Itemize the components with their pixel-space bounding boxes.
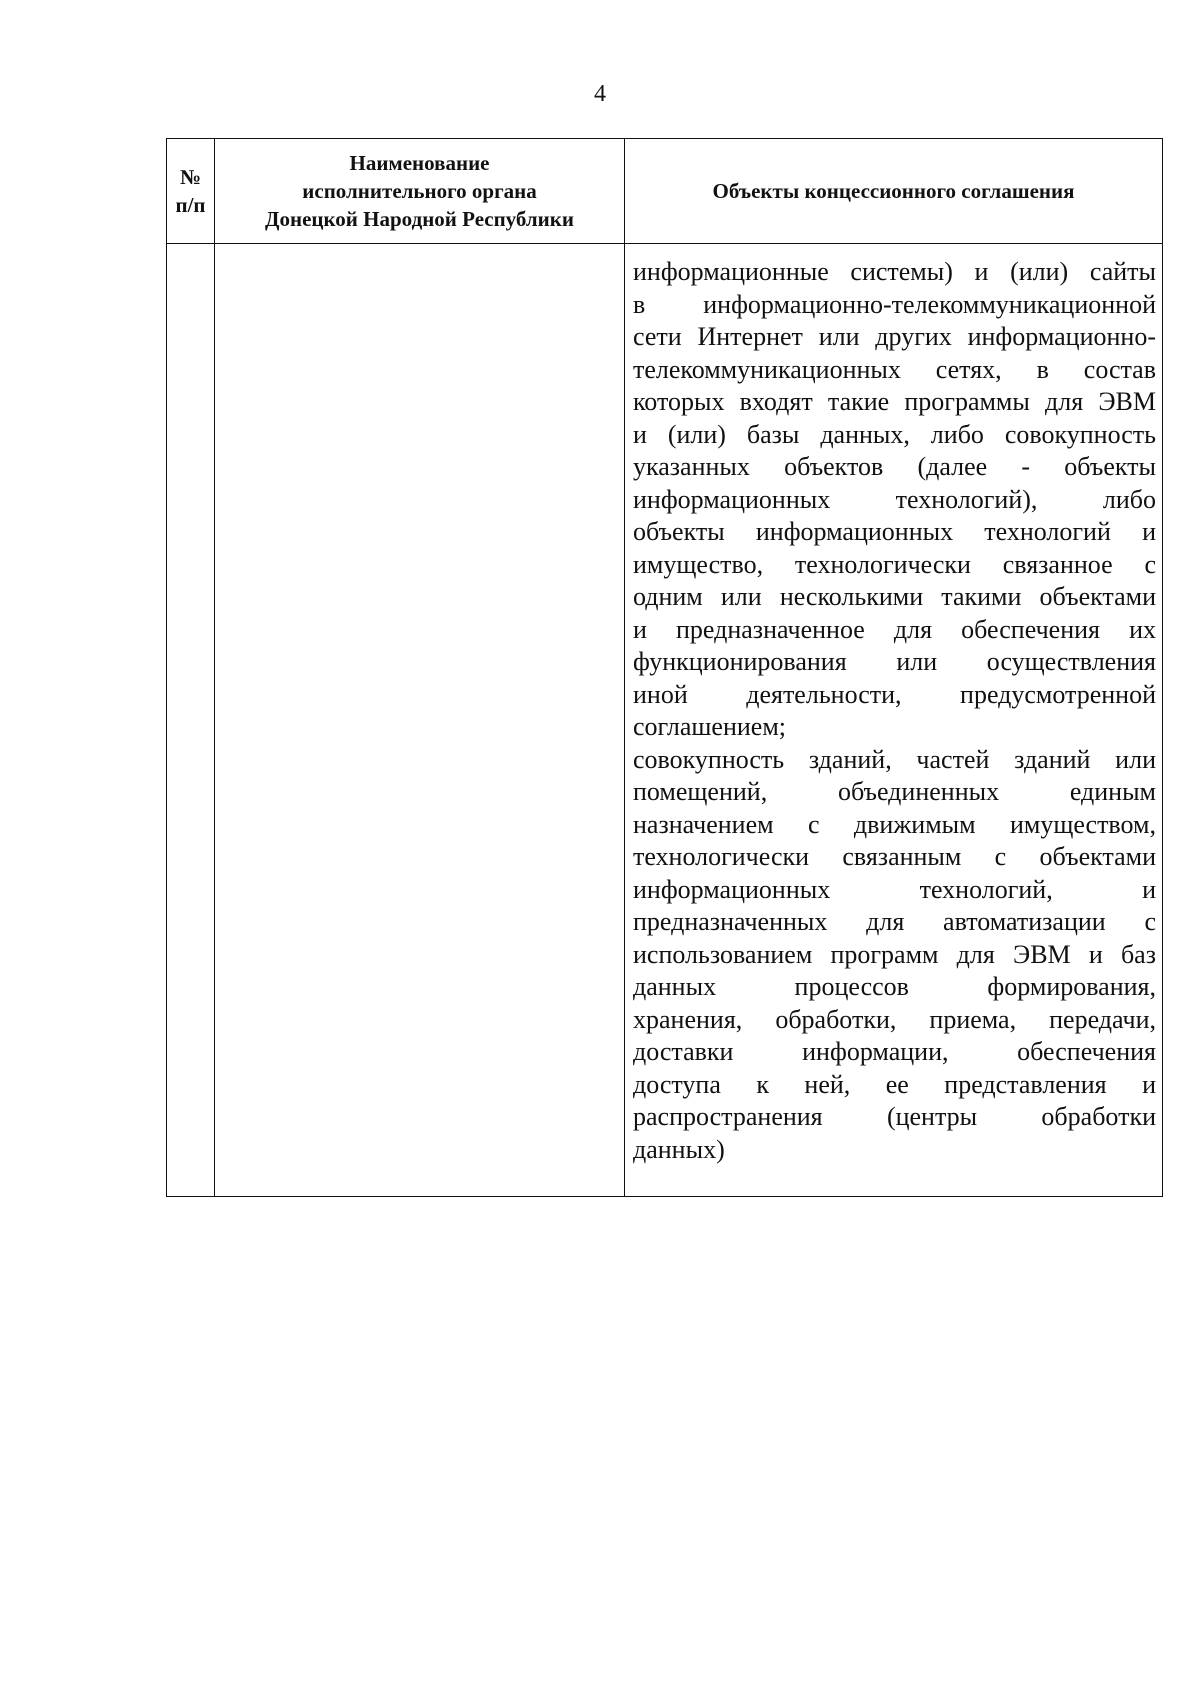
cell-concession-objects xyxy=(625,244,1163,1197)
text-line: одним или несколькими такими объектами xyxy=(633,582,1156,611)
text-line: предназначенных для автоматизации с xyxy=(633,907,1156,936)
text-line: помещений, объединенных единым xyxy=(633,777,1156,806)
text-line: в информационно-телекоммуникационной xyxy=(633,289,1156,319)
text-line: использованием программ для ЭВМ и баз xyxy=(633,939,1156,969)
text-line: телекоммуникационных сетях, в состав xyxy=(633,354,1156,384)
column-header-executive-body-line: исполнительного органа xyxy=(302,179,537,203)
text-line: доставки информации, обеспечения xyxy=(633,1037,1156,1066)
text-line: объекты информационных технологий и xyxy=(633,517,1156,546)
text-line: информационных технологий, и xyxy=(633,874,1156,904)
text-line: данных процессов формирования, xyxy=(633,972,1156,1001)
text-line: данных) xyxy=(633,1134,725,1164)
text-line: указанных объектов (далее - объекты xyxy=(633,452,1156,481)
text-line: иной деятельности, предусмотренной xyxy=(633,679,1156,709)
text-line: распространения (центры обработки xyxy=(633,1102,1156,1131)
text-line: и (или) базы данных, либо совокупность xyxy=(633,419,1156,449)
column-header-executive-body xyxy=(215,139,625,244)
text-line: соглашением; xyxy=(633,712,787,741)
text-line: информационные системы) и (или) сайты xyxy=(633,257,1156,286)
text-line: совокупность зданий, частей зданий или xyxy=(633,744,1156,774)
column-header-number xyxy=(167,139,215,244)
text-line: назначением с движимым имуществом, xyxy=(633,809,1156,839)
column-header-number-line: п/п xyxy=(175,193,206,217)
column-header-executive-body-line: Донецкой Народной Республики xyxy=(265,207,574,231)
column-header-concession-objects: Объекты концессионного соглашения xyxy=(625,139,1163,244)
text-line: доступа к ней, ее представления и xyxy=(633,1069,1156,1099)
cell-executive-body xyxy=(215,244,625,1197)
table-header-row xyxy=(167,139,1163,244)
text-line: функционирования или осуществления xyxy=(633,647,1156,676)
concession-objects-table xyxy=(166,138,1163,1197)
text-line: информационных технологий), либо xyxy=(633,484,1156,514)
cell-number xyxy=(167,244,215,1197)
column-header-number-line: № xyxy=(179,165,202,189)
text-line: технологически связанным с объектами xyxy=(633,842,1156,871)
column-header-executive-body-line: Наименование xyxy=(349,151,490,175)
text-line: хранения, обработки, приема, передачи, xyxy=(633,1004,1156,1034)
text-line: и предназначенное для обеспечения их xyxy=(633,614,1156,644)
concession-objects-text xyxy=(633,256,1156,1166)
text-line: имущество, технологически связанное с xyxy=(633,549,1156,579)
table-row xyxy=(167,244,1163,1197)
text-line: которых входят такие программы для ЭВМ xyxy=(633,387,1156,416)
text-line: сети Интернет или других информационно- xyxy=(633,322,1156,351)
page-number: 4 xyxy=(594,81,606,107)
